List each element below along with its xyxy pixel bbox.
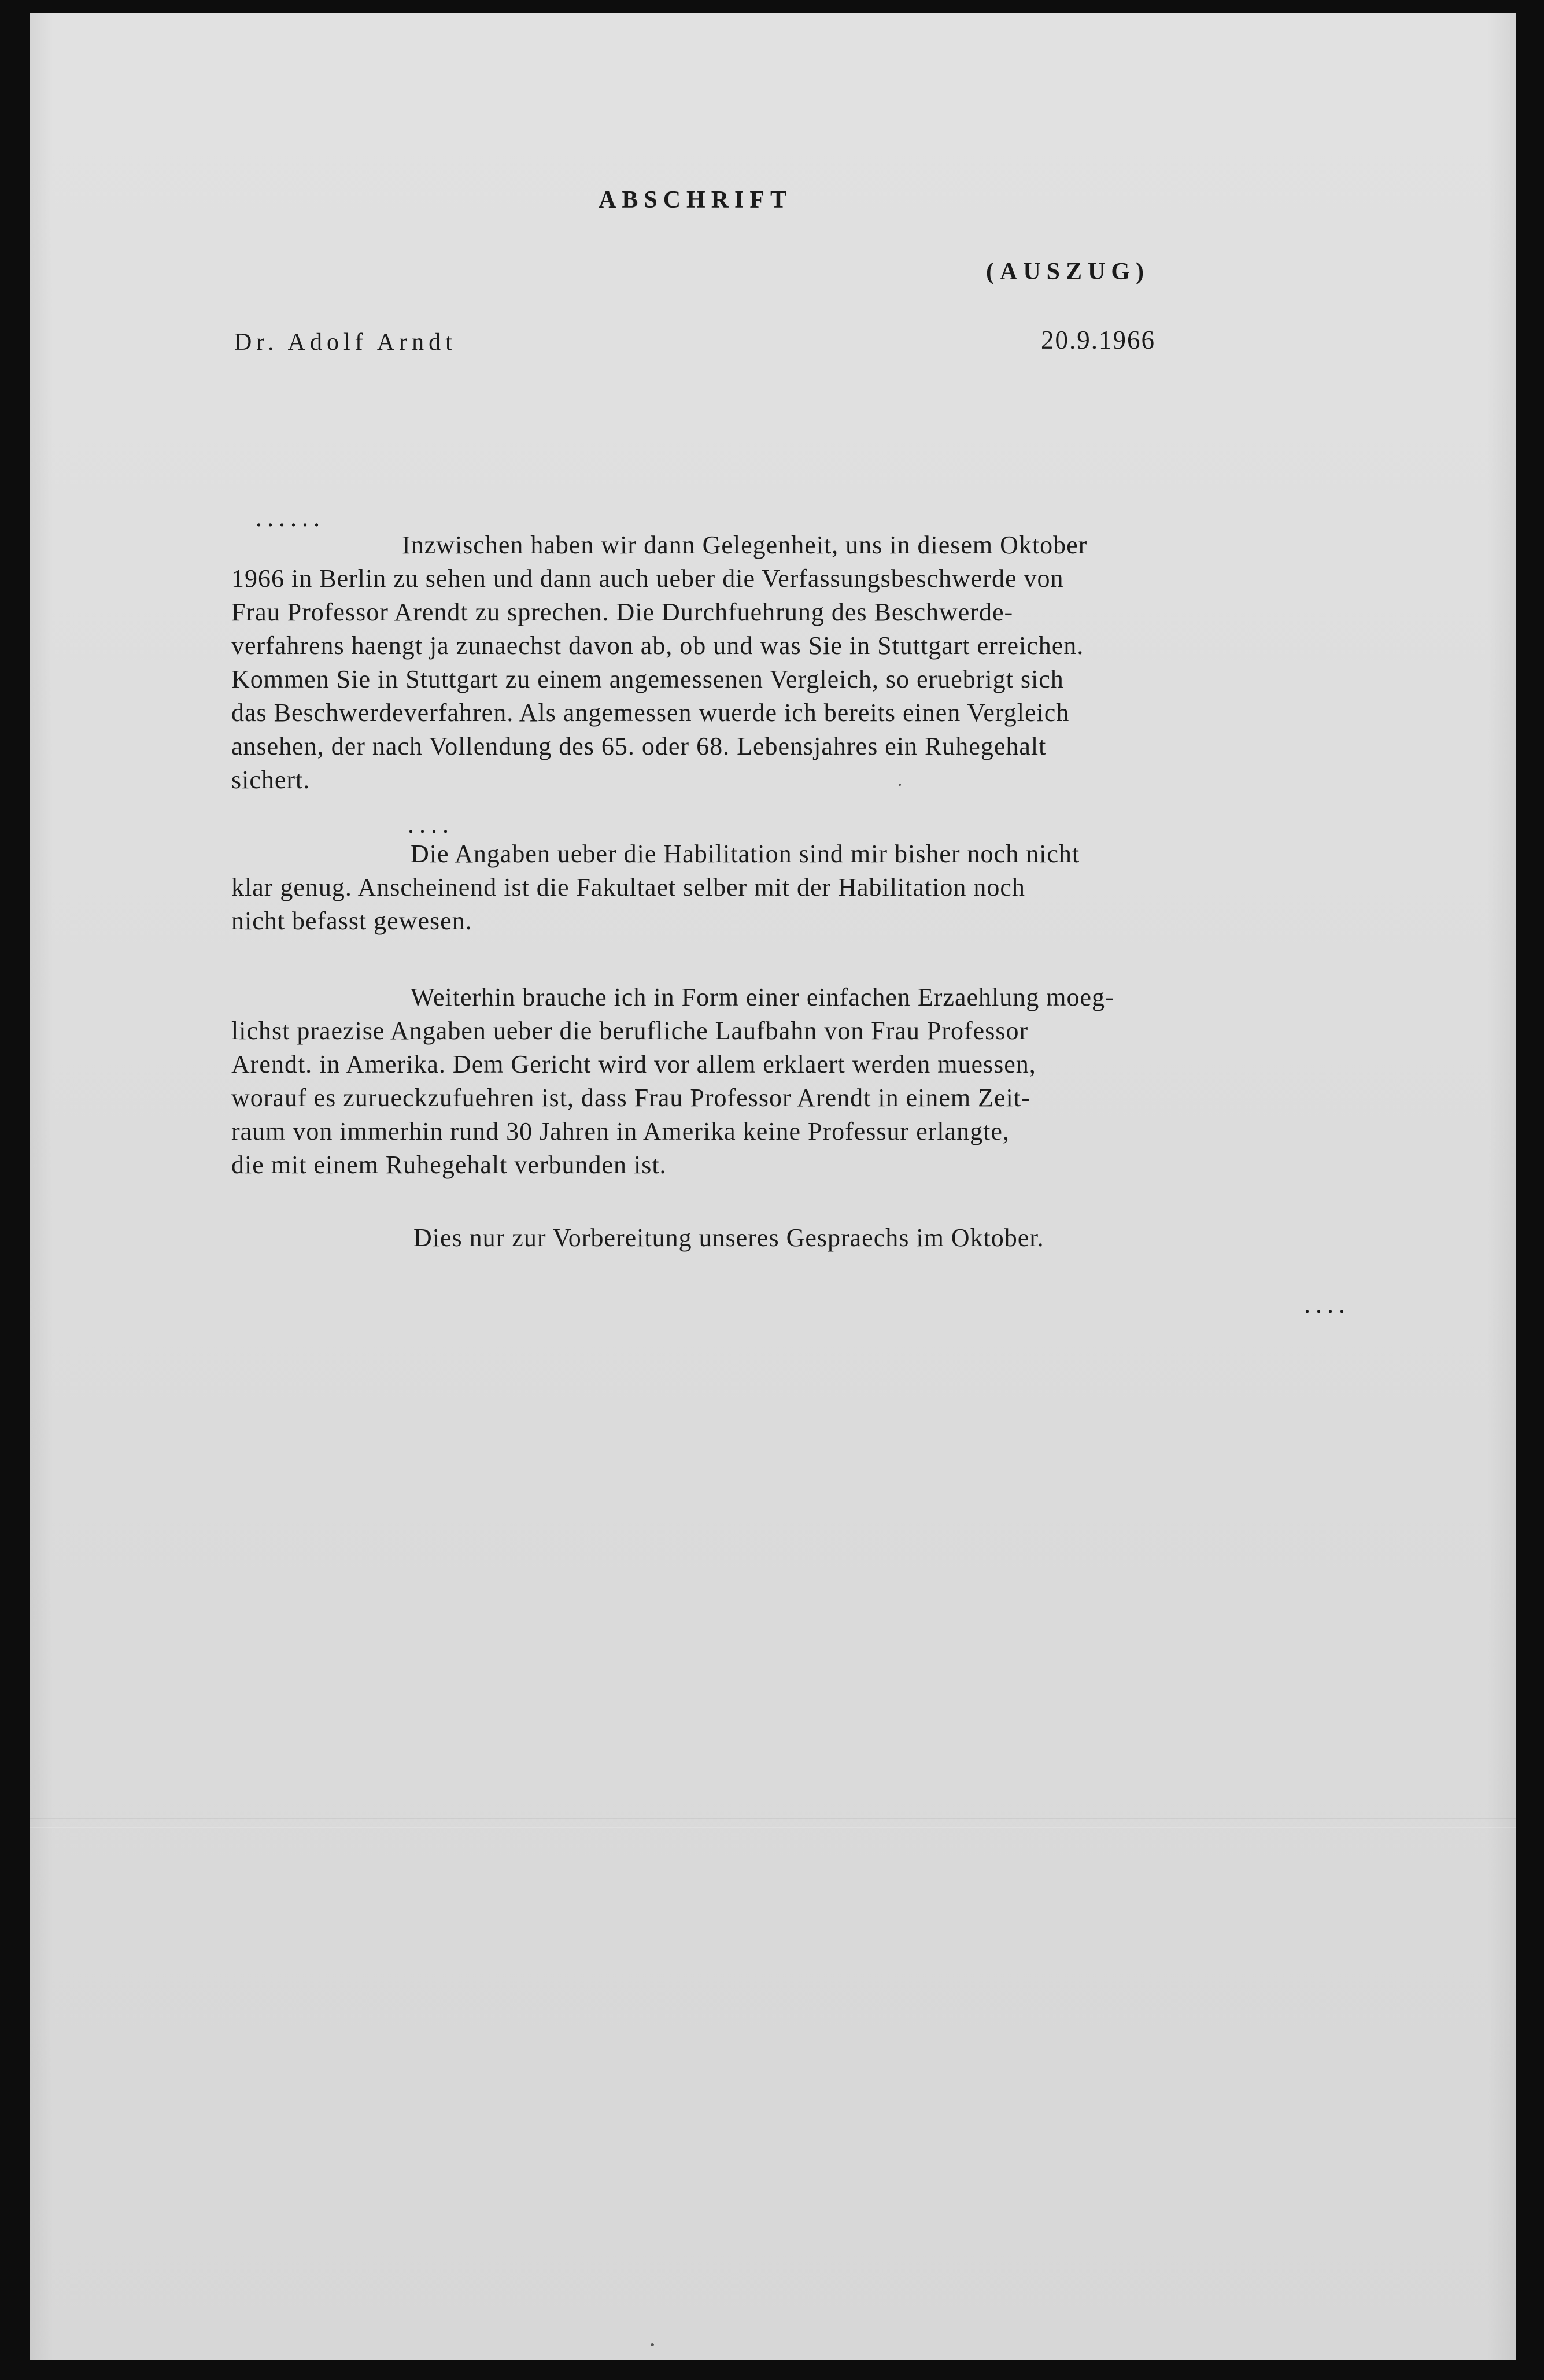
sender-name: Dr. Adolf Arndt <box>234 329 457 356</box>
paragraph-3-line: worauf es zurueckzufuehren ist, dass Frau Professor Arendt in einem Zeit- <box>231 1084 1030 1112</box>
paragraph-3-line: Arendt. in Amerika. Dem Gericht wird vor allem erklaert werden muessen, <box>231 1050 1036 1078</box>
paragraph-2-line: klar genug. Anscheinend ist die Fakultaet selber mit der Habilitation noch <box>231 873 1025 901</box>
opening-ellipsis: ...... <box>256 504 325 532</box>
paragraph-1-line: 1966 in Berlin zu sehen und dann auch ueber die Verfassungsbeschwerde von <box>231 564 1064 593</box>
paragraph-2-line: Die Angaben ueber die Habilitation sind mir bisher noch nicht <box>411 840 1080 868</box>
paragraph-1-line: ansehen, der nach Vollendung des 65. oder 68. Lebensjahres ein Ruhegehalt <box>231 732 1047 760</box>
paper-speck <box>651 2343 654 2346</box>
paragraph-3-line: die mit einem Ruhegehalt verbunden ist. <box>231 1151 667 1179</box>
mid-ellipsis: .... <box>408 810 454 838</box>
letter-date: 20.9.1966 <box>1041 326 1155 354</box>
paragraph-1-line: Frau Professor Arendt zu sprechen. Die Durchfuehrung des Beschwerde- <box>231 598 1014 626</box>
paper-sheet <box>30 13 1516 2360</box>
paper-fold <box>30 1818 1516 1819</box>
paragraph-1-line: das Beschwerdeverfahren. Als angemessen wuerde ich bereits einen Vergleich <box>231 699 1070 727</box>
paragraph-3-line: lichst praezise Angaben ueber die berufliche Laufbahn von Frau Professor <box>231 1017 1029 1045</box>
paper-fold-highlight <box>30 1827 1516 1828</box>
paragraph-3-line: raum von immerhin rund 30 Jahren in Amerika keine Professur erlangte, <box>231 1117 1010 1145</box>
paragraph-2-line: nicht befasst gewesen. <box>231 907 472 935</box>
paragraph-3-line: Weiterhin brauche ich in Form einer einfachen Erzaehlung moeg- <box>411 983 1114 1011</box>
paragraph-1-line: sichert. <box>231 766 311 794</box>
paragraph-1-line: Kommen Sie in Stuttgart zu einem angemessenen Vergleich, so eruebrigt sich <box>231 665 1064 693</box>
extract-label: (AUSZUG) <box>986 258 1150 285</box>
paragraph-1-line: Inzwischen haben wir dann Gelegenheit, uns in diesem Oktober <box>402 531 1088 559</box>
paragraph-1-line: verfahrens haengt ja zunaechst davon ab, ob und was Sie in Stuttgart erreichen. <box>231 631 1084 660</box>
closing-sentence: Dies nur zur Vorbereitung unseres Gespraechs im Oktober. <box>413 1224 1044 1252</box>
closing-ellipsis: .... <box>1304 1290 1350 1318</box>
paper-speck <box>899 784 901 786</box>
document-title: ABSCHRIFT <box>599 187 793 213</box>
